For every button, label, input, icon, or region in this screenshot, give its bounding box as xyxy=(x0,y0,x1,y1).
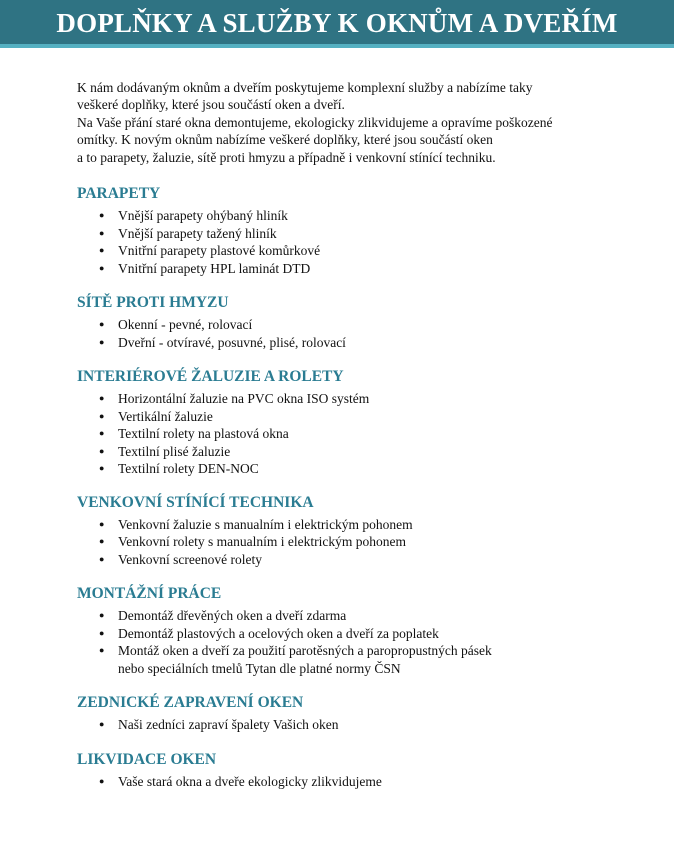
bullet-icon: ● xyxy=(99,262,105,273)
list-item-text: Venkovní žaluzie s manualním i elektrickým pohonem xyxy=(118,516,413,532)
bullet-list xyxy=(77,516,647,569)
section xyxy=(77,750,647,791)
list-item xyxy=(77,443,647,461)
list-item xyxy=(77,551,647,569)
list-item-text: Vaše stará okna a dveře ekologicky zlikvidujeme xyxy=(118,773,382,789)
list-item xyxy=(77,642,647,677)
page-header xyxy=(0,0,674,48)
bullet-icon: ● xyxy=(99,393,105,404)
list-item xyxy=(77,408,647,426)
list-item-text: nebo speciálních tmelů Tytan dle platné normy ČSN xyxy=(118,660,401,676)
bullet-icon: ● xyxy=(99,518,105,529)
intro-line: a to parapety, žaluzie, sítě proti hmyzu a případně i venkovní stínící techniku. xyxy=(77,149,496,165)
bullet-list xyxy=(77,607,647,677)
section-title: PARAPETY xyxy=(77,185,161,203)
list-item xyxy=(77,390,647,408)
list-item-text: Naši zedníci zapraví špalety Vašich oken xyxy=(118,717,339,733)
list-item-text: Venkovní screenové rolety xyxy=(118,551,262,567)
list-item xyxy=(77,334,647,352)
list-item xyxy=(77,460,647,478)
bullet-icon: ● xyxy=(99,410,105,421)
list-item-text: Horizontální žaluzie na PVC okna ISO systém xyxy=(118,391,370,407)
section xyxy=(77,293,647,351)
intro-paragraph xyxy=(77,79,647,166)
section-title: ZEDNICKÉ ZAPRAVENÍ OKEN xyxy=(77,694,304,712)
list-item xyxy=(77,242,647,260)
list-item-text: Vnější parapety ohýbaný hliník xyxy=(118,208,288,224)
bullet-list xyxy=(77,207,647,277)
section xyxy=(77,184,647,277)
bullet-list xyxy=(77,316,647,351)
bullet-icon: ● xyxy=(99,627,105,638)
intro-line: omítky. K novým oknům nabízíme veškeré doplňky, které jsou součástí oken xyxy=(77,132,493,148)
list-item-text: Vnitřní parapety plastové komůrkové xyxy=(118,243,321,259)
list-item-text: Vnější parapety tažený hliník xyxy=(118,225,277,241)
bullet-icon: ● xyxy=(99,719,105,730)
list-item xyxy=(77,225,647,243)
list-item-text: Textilní plisé žaluzie xyxy=(118,443,231,459)
list-item-text: Okenní - pevné, rolovací xyxy=(118,317,253,333)
bullet-icon: ● xyxy=(99,245,105,256)
bullet-icon: ● xyxy=(99,445,105,456)
bullet-icon: ● xyxy=(99,645,105,656)
list-item xyxy=(77,207,647,225)
main-content xyxy=(77,79,647,790)
list-item-text: Textilní rolety na plastová okna xyxy=(118,426,289,442)
section-title: MONTÁŽNÍ PRÁCE xyxy=(77,585,222,603)
list-item xyxy=(77,607,647,625)
list-item-text: Montáž oken a dveří za použití parotěsných a paropropustných pásek xyxy=(118,643,492,659)
list-item-text: Demontáž plastových a ocelových oken a dveří za poplatek xyxy=(118,625,439,641)
section xyxy=(77,584,647,677)
bullet-list xyxy=(77,716,647,734)
list-item xyxy=(77,260,647,278)
list-item-text: Venkovní rolety s manualním i elektrickým pohonem xyxy=(118,534,406,550)
section-title: INTERIÉROVÉ ŽALUZIE A ROLETY xyxy=(77,368,344,386)
page-title: DOPLŇKY A SLUŽBY K OKNŮM A DVEŘÍM xyxy=(56,8,618,38)
list-item xyxy=(77,516,647,534)
bullet-icon: ● xyxy=(99,319,105,330)
bullet-icon: ● xyxy=(99,210,105,221)
bullet-icon: ● xyxy=(99,775,105,786)
list-item xyxy=(77,625,647,643)
sections-container xyxy=(77,184,647,790)
list-item xyxy=(77,533,647,551)
bullet-icon: ● xyxy=(99,536,105,547)
bullet-icon: ● xyxy=(99,227,105,238)
section-title: VENKOVNÍ STÍNÍCÍ TECHNIKA xyxy=(77,493,314,511)
bullet-list xyxy=(77,773,647,791)
bullet-icon: ● xyxy=(99,336,105,347)
bullet-icon: ● xyxy=(99,463,105,474)
bullet-icon: ● xyxy=(99,553,105,564)
bullet-icon: ● xyxy=(99,428,105,439)
intro-line: K nám dodávaným oknům a dveřím poskytujeme komplexní služby a nabízíme taky xyxy=(77,80,533,95)
bullet-icon: ● xyxy=(99,610,105,621)
list-item xyxy=(77,773,647,791)
intro-line: veškeré doplňky, které jsou součástí oken a dveří. xyxy=(77,97,345,113)
section-title: SÍTĚ PROTI HMYZU xyxy=(77,294,229,312)
list-item xyxy=(77,425,647,443)
list-item-text: Vertikální žaluzie xyxy=(118,408,213,424)
list-item-text: Vnitřní parapety HPL laminát DTD xyxy=(118,260,311,276)
list-item-text: Demontáž dřevěných oken a dveří zdarma xyxy=(118,608,347,624)
list-item-text: Textilní rolety DEN-NOC xyxy=(118,461,259,477)
section xyxy=(77,367,647,478)
section-title: LIKVIDACE OKEN xyxy=(77,750,217,768)
section xyxy=(77,493,647,569)
list-item xyxy=(77,316,647,334)
list-item-text: Dveřní - otvíravé, posuvné, plisé, rolovací xyxy=(118,334,346,350)
list-item xyxy=(77,716,647,734)
section xyxy=(77,693,647,734)
bullet-list xyxy=(77,390,647,478)
intro-line: Na Vaše přání staré okna demontujeme, ekologicky zlikvidujeme a opravíme poškozené xyxy=(77,114,553,130)
